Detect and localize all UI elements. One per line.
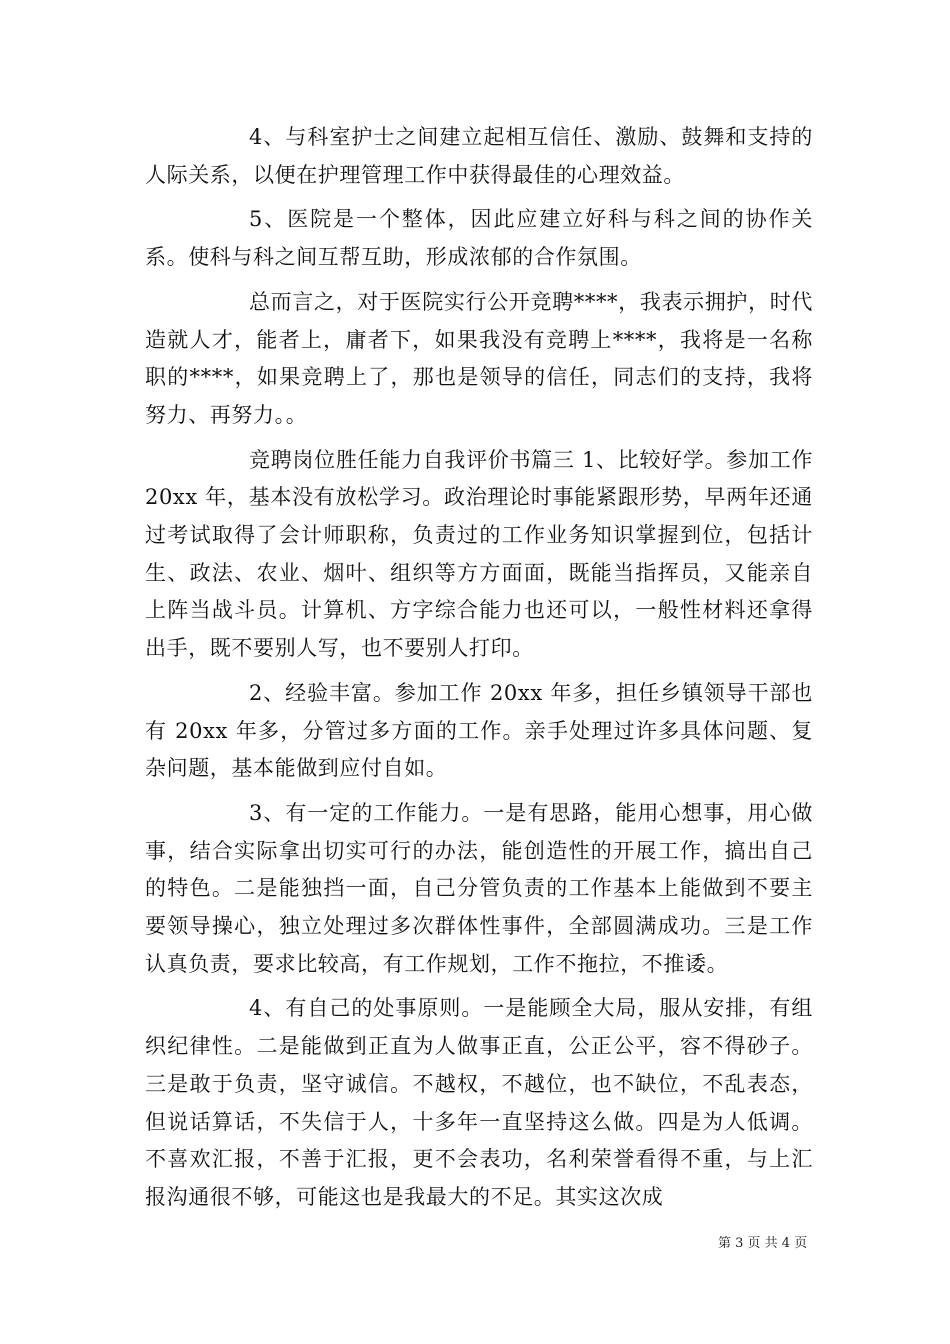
paragraph-7: 4、有自己的处事原则。一是能顾全大局，服从安排，有组织纪律性。二是能做到正直为人做事正直，公正公平，容不得砂子。三是敢于负责，坚守诚信。不越权，不越位，也不缺位，不乱表态，但说话算话，不失信于人，十多年一直坚持这么做。四是为人低调。不喜欢汇报，不善于汇报，更不会表功，名利荣誉看得不重，与上汇报沟通很不够，可能这也是我最大的不足。其实这次成	[145, 996, 813, 1209]
page-number-footer: 第 3 页 共 4 页	[718, 1236, 808, 1251]
document-body	[145, 119, 813, 1224]
paragraph-5: 2、经验丰富。参加工作 20xx 年多，担任乡镇领导干部也有 20xx 年多，分管过多方面的工作。亲手处理过许多具体问题、复杂问题，基本能做到应付自如。	[145, 680, 813, 781]
paragraph-6: 3、有一定的工作能力。一是有思路，能用心想事，用心做事，结合实际拿出切实可行的办法，能创造性的开展工作，搞出自己的特色。二是能独挡一面，自己分管负责的工作基本上能做到不要主要领导操心，独立处理过多次群体性事件，全部圆满成功。三是工作认真负责，要求比较高，有工作规划，工作不拖拉，不推诿。	[145, 800, 813, 976]
paragraph-3: 总而言之，对于医院实行公开竞聘****，我表示拥护，时代造就人才，能者上，庸者下，如果我没有竞聘上****，我将是一名称职的****，如果竞聘上了，那也是领导的信任，同志们的支持，我将努力、再努力。。	[145, 289, 813, 427]
paragraph-4: 竞聘岗位胜任能力自我评价书篇三 1、比较好学。参加工作 20xx 年，基本没有放松学习。政治理论时事能紧跟形势，早两年还通过考试取得了会计师职称，负责过的工作业务知识掌握到位，包括计生、政法、农业、烟叶、组织等方方面面，既能当指挥员，又能亲自上阵当战斗员。计算机、方字综合能力也还可以，一般性材料还拿得出手，既不要别人写，也不要别人打印。	[145, 447, 813, 661]
paragraph-1: 4、与科室护士之间建立起相互信任、激励、鼓舞和支持的人际关系，以便在护理管理工作中获得最佳的心理效益。	[145, 125, 813, 187]
paragraph-2: 5、医院是一个整体，因此应建立好科与科之间的协作关系。使科与科之间互帮互助，形成浓郁的合作氛围。	[145, 207, 813, 270]
